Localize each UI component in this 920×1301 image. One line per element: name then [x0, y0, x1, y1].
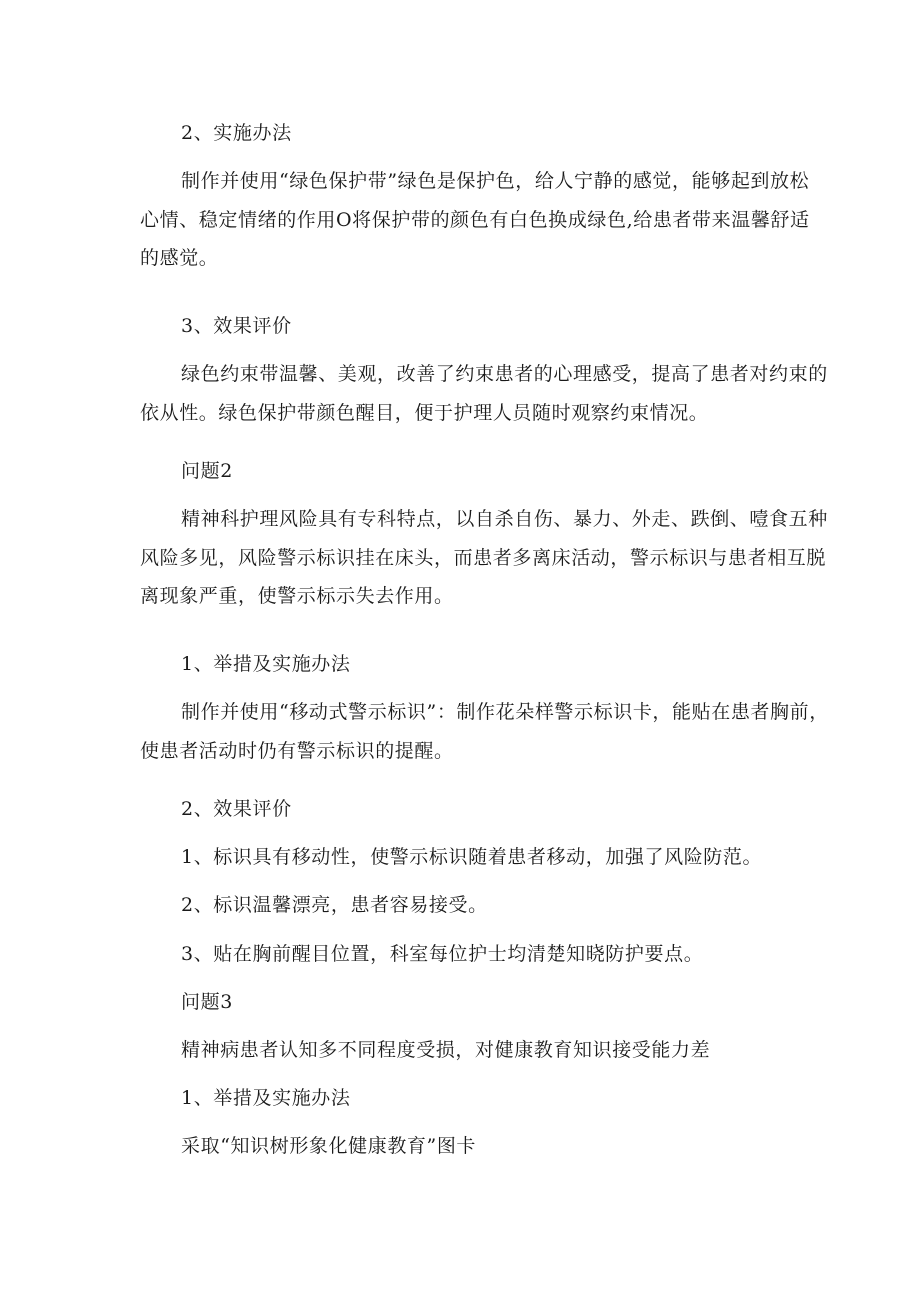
list-item: 1、标识具有移动性，使警示标识随着患者移动，加强了风险防范。: [181, 846, 763, 868]
paragraph-line: 离现象严重，使警示标示失去作用。: [140, 585, 454, 607]
paragraph: [140, 355, 828, 432]
paragraph-line: 心情、稳定情绪的作用O将保护带的颜色有白色换成绿色,给患者带来温馨舒适: [140, 208, 810, 231]
problem-title: 问题3: [181, 991, 233, 1013]
list-item: 3、贴在胸前醒目位置，科室每位护士均清楚知晓防护要点。: [181, 943, 704, 965]
paragraph-line: 制作并使用“绿色保护带”绿色是保护色，给人宁静的感觉，能够起到放松: [181, 170, 810, 192]
paragraph: 采取“知识树形象化健康教育”图卡: [181, 1135, 477, 1157]
section-heading: 1、举措及实施办法: [181, 653, 351, 675]
paragraph-line: 依从性。绿色保护带颜色醒目，便于护理人员随时观察约束情况。: [140, 401, 709, 424]
section-heading: 3、效果评价: [181, 315, 292, 337]
paragraph-line: 精神科护理风险具有专科特点，以自杀自伤、暴力、外走、跌倒、噎食五种: [181, 508, 828, 530]
section-heading: 2、效果评价: [181, 798, 292, 820]
problem-title: 问题2: [181, 460, 233, 482]
paragraph-line: 绿色约束带温馨、美观，改善了约束患者的心理感受，提高了患者对约束的: [181, 363, 828, 385]
paragraph-line: 使患者活动时仍有警示标识的提醒。: [140, 739, 454, 762]
paragraph: [140, 500, 828, 616]
list-item: 2、标识温馨漂亮，患者容易接受。: [181, 894, 488, 916]
section-heading: 1、举措及实施办法: [181, 1087, 351, 1109]
paragraph-line: 的感觉。: [140, 247, 219, 269]
paragraph: 精神病患者认知多不同程度受损，对健康教育知识接受能力差: [181, 1039, 711, 1061]
section-heading: 2、实施办法: [181, 122, 292, 144]
paragraph-line: 风险多见，风险警示标识挂在床头，而患者多离床活动，警示标识与患者相互脱: [140, 546, 827, 569]
paragraph: [140, 693, 829, 770]
paragraph: [140, 162, 810, 278]
paragraph-line: 制作并使用“移动式警示标识”：制作花朵样警示标识卡，能贴在患者胸前，: [181, 701, 829, 723]
